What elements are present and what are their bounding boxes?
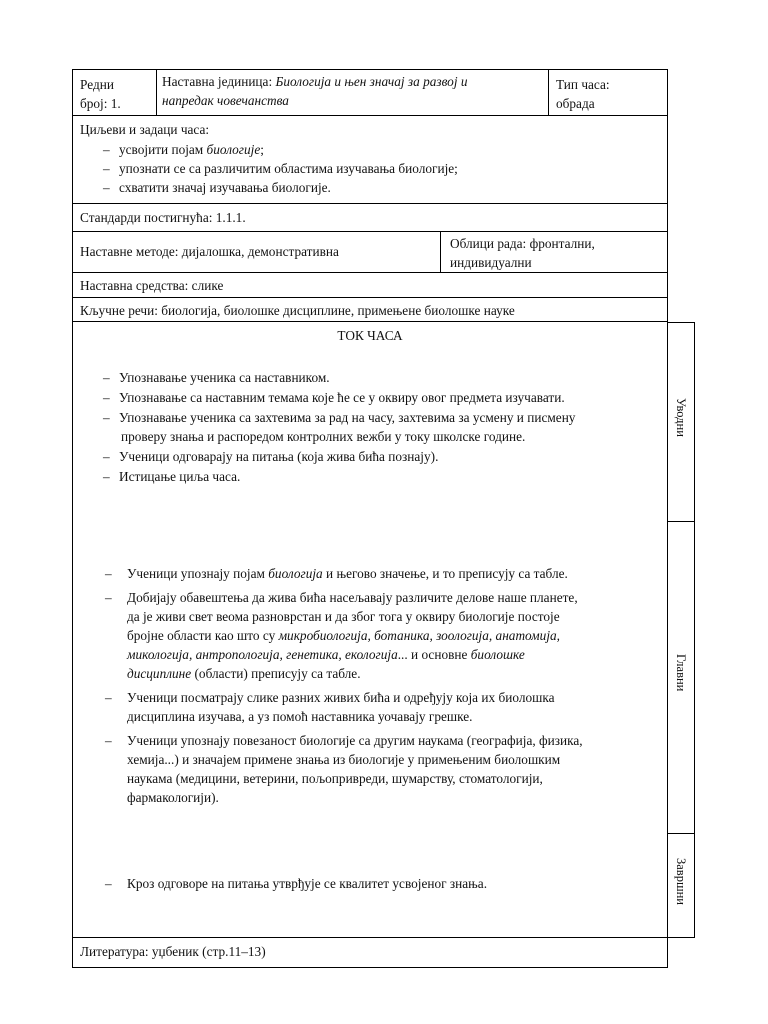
phase-label-intro: Уводни xyxy=(674,398,688,437)
goal-item: – схватити значај изучавања биологије. xyxy=(103,178,458,197)
final-list xyxy=(103,874,663,893)
lesson-type: Тип часа: обрада xyxy=(556,77,610,111)
intro-item: – Истицање циља часа. xyxy=(103,467,663,486)
keywords: Кључне речи: биологија, биолошке дисциплине, примењене биолошке науке xyxy=(80,303,515,318)
literature: Литература: уџбеник (стр.11–13) xyxy=(80,944,266,959)
teaching-means: Наставна средства: слике xyxy=(80,278,224,293)
main-item: – Добијају обавештења да жива бића насељавају различите делове наше планете, да је живи свет веома разноврстан и да због тога у оквиру биологије постоје бројне области као што су микробиологија, ботаника, зоологија, анатомија, микологија, антропологија, генетика, екологија... и основне биолошке дисциплине (области) преписују са табле. xyxy=(103,588,663,683)
phase-label-final: Завршни xyxy=(674,858,688,905)
unit-label: Наставна јединица: xyxy=(162,74,276,89)
unit-title-cont: напредак човечанства xyxy=(162,93,289,108)
goals-list xyxy=(103,140,458,197)
main-list xyxy=(103,564,663,807)
work-forms: Облици рада: фронтални, индивидуални xyxy=(450,236,595,270)
main-item: – Ученици упознају повезаност биологије са другим наукама (географија, физика, хемија...) и значајем примене знања из биологије у примењеним биолошким наукама (медицини, ветерини, пољопривреди, шумарству, стоматологији, фармакологији). xyxy=(103,731,663,807)
intro-list xyxy=(103,368,663,486)
number-label: Редни број: 1. xyxy=(80,77,121,111)
final-item: – Кроз одговоре на питања утврђује се квалитет усвојеног знања. xyxy=(103,874,663,893)
intro-item: – Упознавање ученика са наставником. xyxy=(103,368,663,387)
main-item: – Ученици упознају појам биологија и његово значење, и то преписују са табле. xyxy=(103,564,663,583)
main-item: – Ученици посматрају слике разних живих бића и одређују која их биолошка дисциплина изучава, а уз помоћ наставника уочавају грешке. xyxy=(103,688,663,726)
intro-item: – Упознавање са наставним темама које ће се у оквиру овог предмета изучавати. xyxy=(103,388,663,407)
unit-title: Биологија и њен значај за развој и xyxy=(275,74,468,89)
goals-title: Циљеви и задаци часа: xyxy=(80,122,210,137)
standards: Стандарди постигнућа: 1.1.1. xyxy=(80,210,246,225)
lesson-flow-title: ТОК ЧАСА xyxy=(337,328,403,343)
intro-item: – Ученици одговарају на питања (која жива бића познају). xyxy=(103,447,663,466)
unit-cell xyxy=(162,72,468,110)
intro-item: – Упознавање ученика са захтевима за рад на часу, захтевима за усмену и писмену проверу знања и распоредом контролних вежби у току школске године. xyxy=(103,408,663,446)
goal-item: – упознати се са различитим областима изучавања биологије; xyxy=(103,159,458,178)
phase-label-main: Главни xyxy=(674,654,688,692)
goal-item: – усвојити појам биологије; xyxy=(103,140,458,159)
teaching-methods: Наставне методе: дијалошка, демонстративна xyxy=(80,244,339,259)
